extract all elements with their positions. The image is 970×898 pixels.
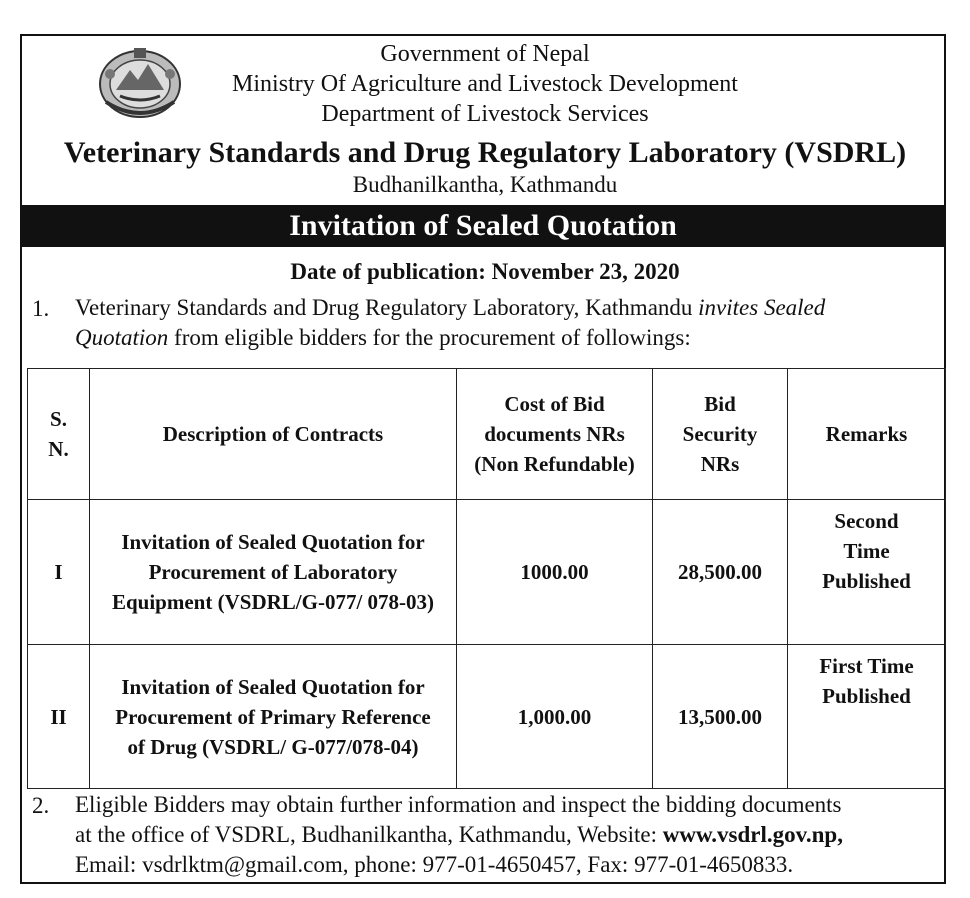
table-row (28, 645, 946, 789)
para1-text-a: Veterinary Standards and Drug Regulatory Laboratory, Kathmandu (75, 295, 699, 320)
table-row (28, 500, 946, 645)
col-header-remarks: Remarks (788, 369, 946, 500)
para2-line1: Eligible Bidders may obtain further information and inspect the bidding documents (75, 792, 842, 817)
row-remarks: Second Time Published (788, 500, 946, 645)
col-header-sn: S. N. (28, 369, 90, 500)
row-remarks: First Time Published (788, 645, 946, 789)
col-header-security: Bid Security NRs (653, 369, 788, 500)
para1-text-b: invites Sealed (698, 295, 826, 320)
para2-number: 2. (32, 793, 50, 818)
col-header-cost: Cost of Bid documents NRs (Non Refundable) (457, 369, 653, 500)
para2-text (75, 790, 955, 880)
row-description: Invitation of Sealed Quotation for Procurement of Primary Reference of Drug (VSDRL/ G-077/078-04) (90, 645, 457, 789)
row-cost: 1000.00 (457, 500, 653, 645)
row-sn: II (28, 645, 90, 789)
government-title: Government of Nepal (380, 41, 590, 67)
notice-banner: Invitation of Sealed Quotation (22, 205, 944, 247)
col-header-description: Description of Contracts (90, 369, 457, 500)
ministry-title: Ministry Of Agriculture and Livestock Development (232, 71, 738, 97)
para1-text-c: Quotation (75, 325, 169, 350)
para2-line2-a: at the office of VSDRL, Budhanilkantha, Kathmandu, Website: (75, 822, 663, 847)
para1-number: 1. (32, 296, 50, 321)
para2-line3: Email: vsdrlktm@gmail.com, phone: 977-01-4650457, Fax: 977-01-4650833. (75, 852, 794, 877)
contracts-table (27, 368, 946, 789)
publication-date: Date of publication: November 23, 2020 (290, 259, 680, 284)
para1-text-d: from eligible bidders for the procurement of followings: (168, 325, 691, 350)
laboratory-location: Budhanilkantha, Kathmandu (352, 172, 618, 197)
row-security: 13,500.00 (653, 645, 788, 789)
department-title: Department of Livestock Services (321, 101, 649, 127)
row-description: Invitation of Sealed Quotation for Procurement of Laboratory Equipment (VSDRL/G-077/ 078-03) (90, 500, 457, 645)
row-cost: 1,000.00 (457, 645, 653, 789)
row-security: 28,500.00 (653, 500, 788, 645)
website-link[interactable]: www.vsdrl.gov.np, (662, 822, 843, 847)
para1-text (75, 293, 945, 353)
row-sn: I (28, 500, 90, 645)
laboratory-title: Veterinary Standards and Drug Regulatory Laboratory (VSDRL) (63, 136, 907, 169)
table-header-row (28, 369, 946, 500)
